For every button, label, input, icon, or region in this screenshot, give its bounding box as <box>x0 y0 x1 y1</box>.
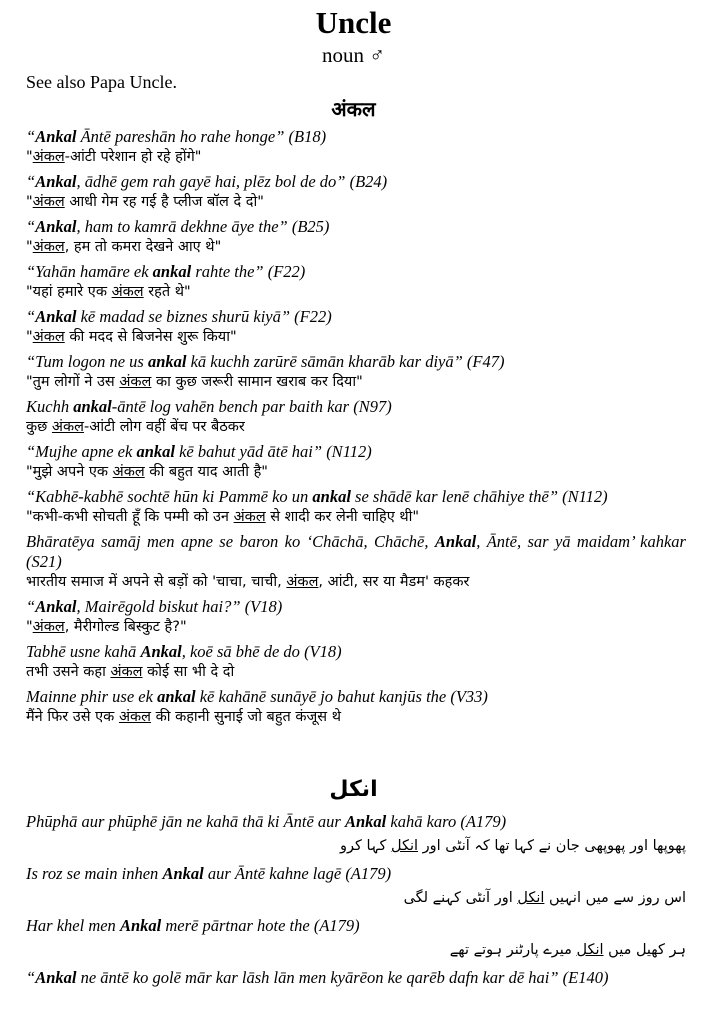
transliteration <box>26 968 686 988</box>
transliteration <box>26 217 686 237</box>
source-code: (N97) <box>349 397 392 416</box>
transliteration <box>26 916 686 936</box>
devanagari-text <box>26 462 686 483</box>
source-code: (N112) <box>322 442 372 461</box>
hindi-text: -आंटी लोग वहीं बेंच पर बैठकर <box>83 419 245 435</box>
underlined-keyword: अंकल <box>118 709 151 725</box>
hindi-text: भारतीय समाज में अपने से बड़ों को 'चाचा, चाची, <box>26 574 287 590</box>
citation-entry <box>26 968 686 988</box>
transliteration-text: Mainne phir use ek <box>26 687 158 706</box>
transliteration-text: “Yahān hamāre ek <box>26 262 153 281</box>
transliteration <box>26 487 686 507</box>
transliteration-text: Har khel men <box>26 916 120 935</box>
source-code: (E140) <box>558 968 609 987</box>
hindi-text: "तुम लोगों ने उस <box>26 374 120 390</box>
transliteration-text: Is roz se main inhen <box>26 864 163 883</box>
citation-entry <box>26 642 686 683</box>
part-of-speech: noun ♂ <box>322 43 385 67</box>
keyword: Ankal <box>344 812 387 831</box>
see-also: See also Papa Uncle. <box>26 72 177 92</box>
transliteration <box>26 442 686 462</box>
transliteration <box>26 127 686 147</box>
source-code: (B18) <box>284 127 327 146</box>
underlined-keyword: انکل <box>517 890 545 906</box>
underlined-keyword: अंकल <box>111 284 144 300</box>
hindi-text: आधी गेम रह गई है प्लीज बॉल दे दो" <box>64 194 264 210</box>
transliteration-text: , ham to kamrā dekhne āye the” <box>76 217 288 236</box>
source-code: (A179) <box>341 864 392 883</box>
underlined-keyword: अंकल <box>286 574 319 590</box>
devanagari-text <box>26 417 686 438</box>
devanagari-text <box>26 372 686 393</box>
citation-entry <box>26 687 686 728</box>
hindi-text: कोई सा भी दे दो <box>142 664 235 680</box>
transliteration-text: , ādhē gem rah gayē hai, plēz bol de do” <box>76 172 346 191</box>
transliteration-text: , Mairēgold biskut hai?” <box>76 597 241 616</box>
citation-entry <box>26 864 686 912</box>
urdu-heading: انکل <box>329 777 378 802</box>
transliteration-text: Āntē pareshān ho rahe honge” <box>76 127 285 146</box>
transliteration <box>26 812 686 832</box>
hindi-text: " <box>26 149 33 165</box>
citation-entry <box>26 217 686 258</box>
citation-entry <box>26 172 686 213</box>
underlined-keyword: अंकल <box>32 619 65 635</box>
hindi-text: मैंने फिर उसे एक <box>26 709 119 725</box>
source-code: (S21) <box>26 552 62 571</box>
hindi-text: से शादी कर लेनी चाहिए थी" <box>265 509 420 525</box>
devanagari-entries <box>26 127 686 732</box>
underlined-keyword: अंकल <box>51 419 84 435</box>
urdu-segment: ہر کھیل میں <box>603 942 686 958</box>
transliteration-text: Tabhē usne kahā <box>26 642 141 661</box>
citation-entry <box>26 127 686 168</box>
transliteration-text: rahte the” <box>191 262 264 281</box>
transliteration-text: kā kuchh zarūrē sāmān kharāb kar diyā” <box>186 352 463 371</box>
keyword: Ankal <box>35 968 77 987</box>
urdu-segment: میرے پارٹنر ہوتے تھے <box>449 942 577 958</box>
devanagari-text <box>26 572 686 593</box>
source-code: (V18) <box>240 597 283 616</box>
hindi-text: का कुछ जरूरी सामान खराब कर दिया" <box>151 374 363 390</box>
devanagari-text <box>26 282 686 303</box>
transliteration-text: “ <box>26 127 36 146</box>
citation-entry <box>26 262 686 303</box>
source-code: (A179) <box>309 916 360 935</box>
citation-entry <box>26 597 686 638</box>
transliteration-text: “Kabhē-kabhē sochtē hūn ki Pammē ko un <box>26 487 313 506</box>
transliteration <box>26 687 686 707</box>
transliteration <box>26 262 686 282</box>
devanagari-text <box>26 147 686 168</box>
transliteration <box>26 307 686 327</box>
hindi-text: , मैरीगोल्ड बिस्कुट है?" <box>64 619 187 635</box>
transliteration-text: “ <box>26 217 36 236</box>
keyword: Ankal <box>35 217 77 236</box>
underlined-keyword: अंकल <box>119 374 152 390</box>
keyword: ankal <box>152 262 192 281</box>
citation-entry <box>26 532 686 593</box>
underlined-keyword: अंकल <box>32 329 65 345</box>
transliteration-text: “Mujhe apne ek <box>26 442 137 461</box>
keyword: ankal <box>73 397 112 416</box>
underlined-keyword: अंकल <box>233 509 266 525</box>
hindi-text: "मुझे अपने एक <box>26 464 113 480</box>
source-code: (V18) <box>299 642 342 661</box>
underlined-keyword: अंकल <box>32 149 65 165</box>
citation-entry <box>26 352 686 393</box>
underlined-keyword: अंकल <box>32 239 65 255</box>
hindi-text: -आंटी परेशान हो रहे होंगे" <box>64 149 202 165</box>
citation-entry <box>26 442 686 483</box>
keyword: ankal <box>312 487 351 506</box>
citation-entry <box>26 916 686 964</box>
hindi-text: तभी उसने कहा <box>26 664 111 680</box>
hindi-text: की बहुत याद आती है" <box>144 464 268 480</box>
underlined-keyword: अंकल <box>110 664 143 680</box>
urdu-segment: پھوپھا اور پھوپھی جان نے کہا تھا کہ آنٹی اور <box>418 838 686 854</box>
transliteration-text: Bhāratēya samāj men apne se baron ko ‘Chāchā, Chāchē, <box>26 532 435 551</box>
transliteration-text: “ <box>26 307 36 326</box>
keyword: Ankal <box>35 307 77 326</box>
hindi-text: "यहां हमारे एक <box>26 284 112 300</box>
urdu-entries <box>26 812 686 992</box>
devanagari-text <box>26 617 686 638</box>
headword: Uncle <box>315 5 392 40</box>
transliteration-text: kē kahānē sunāyē jo bahut kanjūs the <box>195 687 447 706</box>
keyword: Ankal <box>434 532 477 551</box>
keyword: Ankal <box>119 916 162 935</box>
source-code: (F47) <box>462 352 505 371</box>
keyword: Ankal <box>35 597 77 616</box>
citation-entry <box>26 397 686 438</box>
source-code: (V33) <box>446 687 488 706</box>
transliteration-text: “Tum logon ne us <box>26 352 148 371</box>
citation-entry <box>26 307 686 348</box>
transliteration <box>26 597 686 617</box>
transliteration <box>26 397 686 417</box>
transliteration-text: kē madad se biznes shurū kiyā” <box>76 307 291 326</box>
source-code: (A179) <box>456 812 507 831</box>
transliteration-text: kē bahut yād ātē hai” <box>174 442 323 461</box>
hindi-text: कुछ <box>26 419 52 435</box>
keyword: Ankal <box>140 642 182 661</box>
transliteration-text: , Āntē, sar yā maidam’ kahkar <box>476 532 686 551</box>
transliteration-text: aur Āntē kahne lagē <box>203 864 342 883</box>
citation-entry <box>26 487 686 528</box>
urdu-segment: کہا کرو <box>340 838 391 854</box>
citation-entry <box>26 812 686 860</box>
underlined-keyword: अंकल <box>112 464 145 480</box>
transliteration-text: Phūphā aur phūphē jān ne kahā thā ki Āntē aur <box>26 812 345 831</box>
devanagari-text <box>26 327 686 348</box>
transliteration <box>26 864 686 884</box>
keyword: ankal <box>136 442 175 461</box>
transliteration <box>26 532 686 572</box>
devanagari-text <box>26 662 686 683</box>
devanagari-heading: अंकल <box>331 97 376 121</box>
devanagari-text <box>26 507 686 528</box>
source-code: (F22) <box>290 307 332 326</box>
devanagari-text <box>26 707 686 728</box>
transliteration <box>26 172 686 192</box>
source-code: (B25) <box>287 217 330 236</box>
devanagari-text <box>26 192 686 213</box>
transliteration <box>26 642 686 662</box>
urdu-segment: اور آنٹی کہنے لگی <box>403 890 518 906</box>
urdu-text <box>26 832 686 860</box>
keyword: Ankal <box>35 172 77 191</box>
transliteration-text: -āntē log vahēn bench par baith kar <box>111 397 350 416</box>
underlined-keyword: अंकल <box>32 194 65 210</box>
transliteration-text: kahā karo <box>386 812 457 831</box>
hindi-text: " <box>26 239 33 255</box>
hindi-text: , हम तो कमरा देखने आए थे" <box>64 239 222 255</box>
underlined-keyword: انکل <box>390 838 419 854</box>
transliteration-text: “ <box>26 597 36 616</box>
underlined-keyword: انکل <box>576 942 604 958</box>
source-code: (F22) <box>263 262 306 281</box>
transliteration-text: ne āntē ko golē mār kar lāsh lān men kyārēon ke qarēb dafn kar dē hai” <box>76 968 559 987</box>
devanagari-text <box>26 237 686 258</box>
hindi-text: " <box>26 329 33 345</box>
keyword: Ankal <box>162 864 204 883</box>
transliteration-text: “ <box>26 172 36 191</box>
transliteration-text: se shādē kar lenē chāhiye thē” <box>350 487 559 506</box>
source-code: (B24) <box>345 172 388 191</box>
transliteration-text: Kuchh <box>26 397 74 416</box>
hindi-text: की कहानी सुनाई जो बहुत कंजूस थे <box>150 709 341 725</box>
source-code: (N112) <box>558 487 608 506</box>
keyword: ankal <box>157 687 196 706</box>
hindi-text: की मदद से बिजनेस शुरू किया" <box>64 329 237 345</box>
keyword: ankal <box>147 352 187 371</box>
transliteration-text: “ <box>26 968 36 987</box>
transliteration-text: merē pārtnar hote the <box>161 916 310 935</box>
hindi-text: " <box>26 619 33 635</box>
urdu-text <box>26 936 686 964</box>
hindi-text: रहते थे" <box>143 284 191 300</box>
urdu-segment: اس روز سے میں انہیں <box>544 890 686 906</box>
hindi-text: " <box>26 194 33 210</box>
transliteration <box>26 352 686 372</box>
transliteration-text: , koē sā bhē de do <box>181 642 300 661</box>
hindi-text: "कभी-कभी सोचती हूँ कि पम्मी को उन <box>26 509 234 525</box>
urdu-text <box>26 884 686 912</box>
hindi-text: , आंटी, सर या मैडम' कहकर <box>318 574 470 590</box>
keyword: Ankal <box>35 127 77 146</box>
